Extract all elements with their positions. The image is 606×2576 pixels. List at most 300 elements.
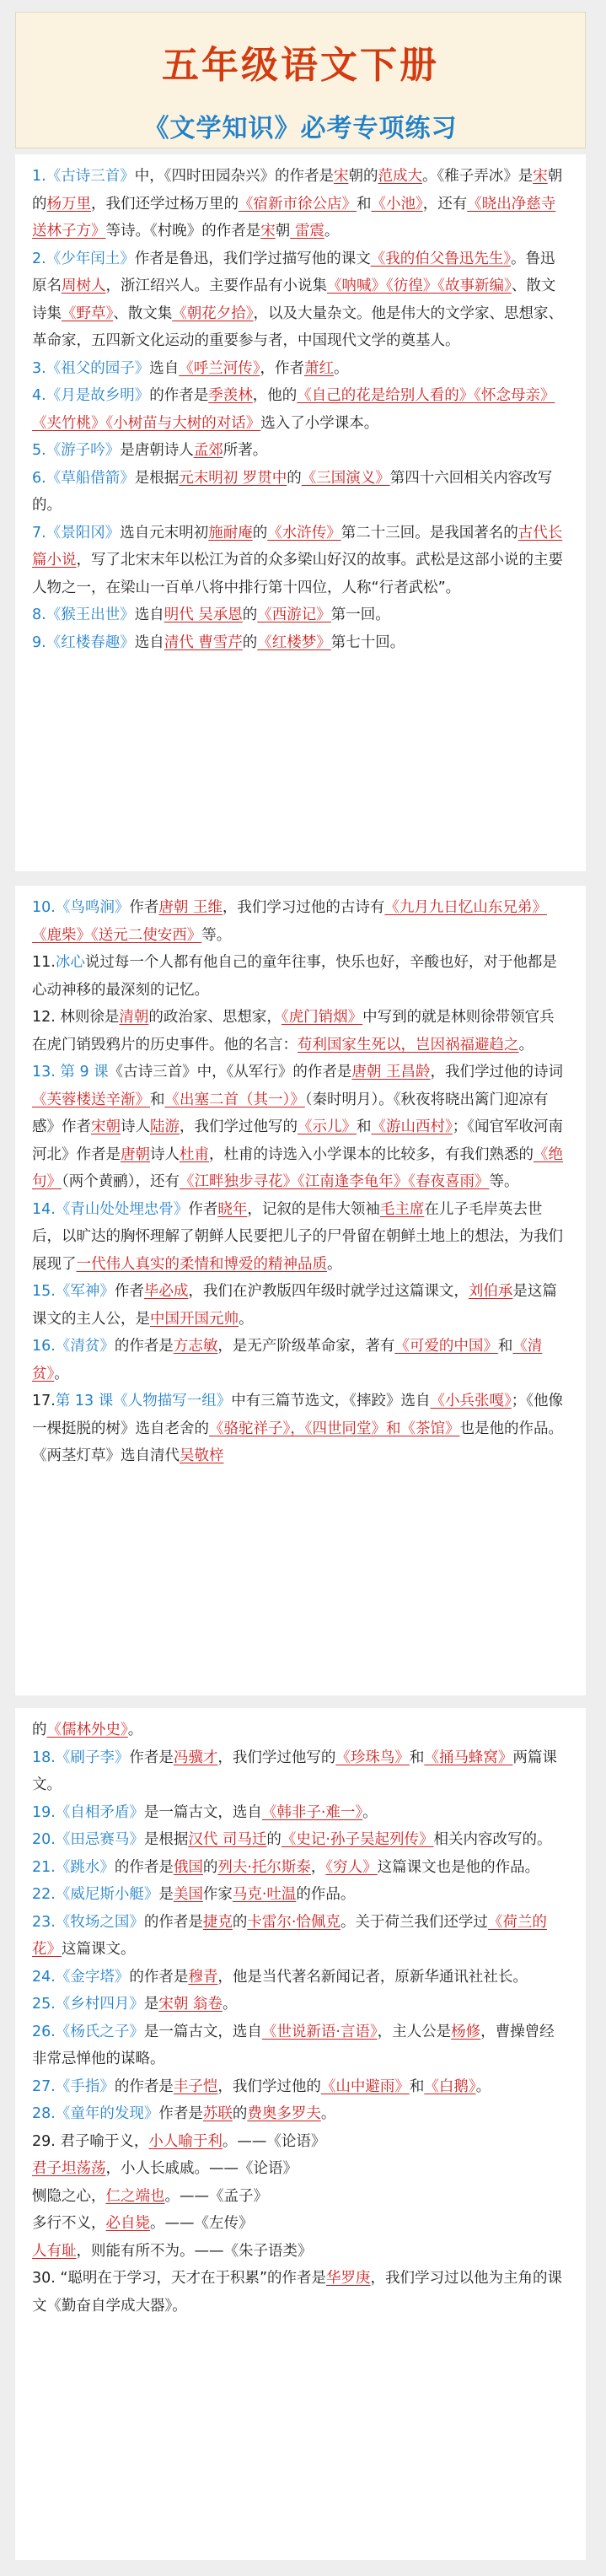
knowledge-item [32, 1881, 569, 1909]
answer-text: 《芙蓉楼送辛渐》 [32, 1091, 150, 1108]
answer-text: 《九月九日忆山东兄弟》 [384, 899, 547, 916]
answer-text: 萧红 [303, 359, 334, 377]
keyword-text: 10. [32, 899, 56, 916]
item-text: 作者 [129, 899, 159, 916]
item-text: ，我们学习过以他为主角的课文《勤奋自学成大器》。 [32, 2270, 563, 2315]
keyword-text: 4. [32, 387, 46, 404]
answer-text: 《朝花夕拾》 [172, 304, 254, 322]
item-text: 的作者是 [114, 1858, 174, 1876]
answer-text: 吴敬梓 [180, 1447, 224, 1464]
item-text: 。鲁迅原名 [32, 250, 555, 294]
item-text: 这篇课文。 [62, 1941, 136, 1958]
answer-text: 马克·吐温 [232, 1886, 297, 1903]
keyword-text: 《跳水》 [55, 1858, 115, 1876]
answer-text: 唐朝 王维 [158, 899, 223, 916]
answer-text: 必自毙 [105, 2215, 150, 2232]
keyword-text: 《童年的发现》 [55, 2105, 159, 2122]
answer-text: 晓年 [217, 1200, 248, 1218]
knowledge-item [32, 2100, 569, 2128]
content-card-1 [15, 154, 586, 871]
item-text: 两篇课文。 [32, 1749, 557, 1793]
item-text: 。 [333, 359, 349, 377]
item-text: 中，《从军行》的作者是 [196, 1064, 352, 1081]
item-text: 。《稚子弄冰》是 [421, 168, 534, 185]
answer-text: 《三国演义》 [301, 469, 390, 487]
item-text: ，我们学过他的 [217, 2078, 321, 2095]
item-text: 是这篇课文的主人公，是 [32, 1283, 557, 1328]
keyword-text: 《红楼春趣》 [46, 633, 135, 651]
knowledge-item [32, 355, 569, 383]
answer-text: 仁之端也 [105, 2187, 165, 2205]
answer-text: 《白鹅》 [424, 2078, 476, 2095]
keyword-text: 《草船借箭》 [46, 469, 135, 487]
answer-text: 《虎门销烟》 [281, 1009, 363, 1026]
keyword-text: 9. [32, 633, 46, 651]
item-text: 的 [242, 606, 258, 623]
item-text: 中写到的就是林则徐带领官兵在虎门销毁鸦片的历史事件。他的名言： [32, 1009, 555, 1054]
answer-text: 《怀念母亲》 [474, 387, 555, 404]
page-subtitle: 《文学知识》必考专项练习 [143, 114, 458, 143]
answer-text: 《呼兰河传》 [179, 359, 260, 377]
knowledge-item [32, 1388, 569, 1470]
answer-text: 陆游 [150, 1118, 180, 1135]
answer-text: 苏联 [202, 2105, 233, 2122]
answer-text: 一代伟人真实的柔情和博爱的精神品质 [76, 1255, 327, 1273]
item-text: ，作者 [260, 359, 304, 377]
keyword-text: 《自相矛盾》 [55, 1803, 144, 1821]
item-text: 的 [266, 1831, 282, 1848]
item-text: ，他的 [252, 387, 298, 404]
answer-text: 古代长篇小说 [32, 524, 563, 569]
answer-text: 唐朝 王昌龄 [351, 1064, 431, 1081]
answer-text: 《山中避雨》 [320, 2078, 410, 2095]
answer-text: 《珍珠鸟》 [335, 1749, 410, 1766]
item-text: ，曹操曾经非常忌惮他的谋略。 [32, 2023, 555, 2067]
answer-text: 《宿新市徐公店》 [239, 195, 357, 213]
knowledge-item [32, 1333, 569, 1388]
answer-text: 宋朝 [91, 1118, 121, 1135]
knowledge-item [32, 437, 569, 465]
item-text: 17. [32, 1393, 56, 1409]
answer-text: 元末明初 罗贯中 [179, 469, 287, 487]
keyword-text: 13. 第 9 课 [32, 1064, 109, 1081]
item-text: ，我们学过他的诗词 [430, 1064, 563, 1081]
item-text: 诗人 [150, 1145, 180, 1163]
answer-text: 《水浒传》 [267, 524, 341, 542]
answer-text: 《我的伯父鲁迅先生》 [370, 250, 511, 267]
answer-text: 俄国 [173, 1858, 203, 1876]
keyword-text: 《猴王出世》 [46, 606, 135, 623]
knowledge-item [32, 629, 569, 657]
item-text: 的作者是 [114, 2078, 174, 2095]
answer-text: 《出塞二首（其一）》 [164, 1091, 305, 1108]
item-text: ，主人公是 [377, 2023, 452, 2040]
item-text: 12. 林则徐是 [32, 1009, 120, 1026]
knowledge-item [32, 2183, 569, 2211]
answer-text: 《江畔独步寻花》 [180, 1173, 298, 1190]
answer-text: 明代 吴承恩 [164, 606, 243, 623]
item-text: ，浙江绍兴人。主要作品有小说集 [105, 278, 327, 294]
item-text: ，我们学过他写的 [217, 1749, 336, 1766]
item-text: 等。 [489, 1173, 519, 1190]
keyword-text: 《人物描写一组》 [113, 1393, 232, 1409]
answer-text: 《夹竹桃》 [32, 414, 106, 432]
item-text: 。 [327, 1255, 342, 1273]
item-text: 第七十回。 [330, 633, 405, 651]
keyword-text: 《乡村四月》 [55, 1996, 144, 2013]
answer-text: 季羡林 [208, 387, 253, 404]
answer-text: 列夫·托尔斯泰 [217, 1858, 311, 1876]
item-text: ，则能有所不为。——《朱子语类》 [76, 2242, 313, 2260]
answer-text: 君子坦荡荡 [32, 2160, 106, 2177]
answer-text: 苟利国家生死以，岂因祸福避趋之 [298, 1036, 519, 1054]
keyword-text: 18. [32, 1749, 56, 1766]
item-text: 朝的 [32, 168, 563, 213]
item-text: ，记叙的是伟大领袖 [247, 1200, 380, 1218]
answer-text: 《小兵张嘎》 [430, 1393, 512, 1409]
answer-text: 《故事新编》 [437, 278, 512, 294]
answer-text: 《晓出净慈寺送林子方》 [32, 195, 556, 240]
item-text: 。 [222, 1996, 238, 2013]
keyword-text: 3. [32, 359, 46, 377]
keyword-text: 《杨氏之子》 [55, 2023, 144, 2040]
answer-text: 《鹿柴》 [32, 926, 91, 944]
item-text: 这篇课文也是他的作品。 [377, 1858, 540, 1876]
item-text: 朝的 [348, 168, 378, 185]
knowledge-item [32, 1744, 569, 1799]
answer-text: 毛主席 [379, 1200, 425, 1218]
keyword-text: 24. [32, 1968, 56, 1986]
answer-text: 宋 [533, 168, 548, 185]
item-text: 恻隐之心， [32, 2187, 106, 2205]
answer-text: 毕必成 [143, 1283, 189, 1300]
answer-text: 《西游记》 [257, 606, 331, 623]
answer-text: 方志敏 [173, 1338, 218, 1355]
content-card-3 [15, 1708, 586, 2560]
keyword-text: 1. [32, 168, 46, 185]
keyword-text: 2. [32, 250, 46, 267]
item-text: （秦时明月）。《秋夜将晓出篱门迎凉有感》作者 [32, 1091, 549, 1135]
answer-text: 华罗庚 [326, 2270, 371, 2287]
answer-text: 《送元二使安西》 [91, 926, 202, 944]
item-text: 选入了小学课本。 [260, 414, 379, 432]
item-text: ，我们还学过杨万里的 [91, 195, 239, 213]
item-text: 的作品。 [296, 1886, 356, 1903]
keyword-text: 《游子吟》 [46, 442, 121, 459]
item-text: 。 [54, 1365, 69, 1382]
answer-text: 《江南逢李龟年》 [298, 1173, 409, 1190]
answer-text: 宋 [333, 168, 349, 185]
item-text: 。——《论语》 [222, 2132, 326, 2150]
item-text: 的 [242, 633, 258, 651]
answer-text: 杜甫 [180, 1145, 209, 1163]
answer-text: 《呐喊》 [327, 278, 386, 294]
item-text: ，我们在沪教版四年级时就学过这篇课文， [188, 1283, 469, 1300]
item-text: 的 [32, 1722, 47, 1738]
item-text: 的 [232, 1913, 248, 1931]
answer-text: 唐朝 [121, 1145, 150, 1163]
keyword-text: 14. [32, 1200, 56, 1218]
item-text: 的作者是 [114, 1338, 174, 1355]
item-text: 第二十三回。是我国著名的 [341, 524, 518, 542]
item-text: ，小人长戚戚。——《论语》 [105, 2160, 298, 2177]
answer-text: 施耐庵 [208, 524, 253, 542]
answer-text: 《自己的花是给别人看的》 [297, 387, 475, 404]
item-text: 《古诗三首》 [108, 1064, 197, 1081]
keyword-text: 《军神》 [55, 1283, 115, 1300]
item-text: ，我们学习过他的古诗有 [222, 899, 385, 916]
item-text: 作者是 [129, 1749, 174, 1766]
answer-text: 《游山西村》 [371, 1118, 453, 1135]
item-text: ，写了北宋末年以松江为首的众多梁山好汉的故事。武松是这部小说的主要人物之一，在梁山一百单八将中排行第十四位，人称“行者武松”。 [32, 552, 563, 596]
knowledge-item [32, 1196, 569, 1279]
item-text: 和 [150, 1091, 165, 1108]
item-text: ， [310, 1858, 326, 1876]
item-text: 和 [357, 195, 372, 213]
title-banner [15, 12, 586, 148]
keyword-text: 23. [32, 1913, 56, 1931]
answer-text: 丰子恺 [173, 2078, 218, 2095]
keyword-text: 15. [32, 1283, 56, 1300]
item-text: 是 [143, 1996, 159, 2013]
answer-text: 杨万里 [46, 195, 91, 213]
answer-text: 宋朝 翁卷 [158, 1996, 223, 2013]
item-text: 第四十六回相关内容改写的。 [32, 469, 553, 514]
knowledge-item [32, 1964, 569, 1991]
knowledge-item [32, 2018, 569, 2073]
item-text: 是一篇古文，选自 [143, 1803, 262, 1821]
answer-text: 清代 曹雪芹 [164, 633, 243, 651]
item-text: 是根据 [134, 469, 180, 487]
item-text: ；《他像一棵挺脱的树》选自老舍的 [32, 1393, 563, 1437]
answer-text: 杨修 [451, 2023, 481, 2040]
answer-text: 《清贫》 [32, 1338, 543, 1382]
answer-text: 《可爱的中国》 [394, 1338, 498, 1355]
item-text: 等。 [201, 926, 232, 944]
answer-text: 《韩非子·难一》 [261, 1803, 363, 1821]
answer-text: 《史记·孙子吴起列传》 [281, 1831, 434, 1848]
item-text: 。 [518, 1036, 534, 1054]
item-text: 和 [497, 1338, 513, 1355]
item-text: 。关于荷兰我们还学过 [340, 1913, 488, 1931]
answer-text: 《捅马蜂窝》 [424, 1749, 513, 1766]
keyword-text: 16. [32, 1338, 56, 1355]
item-text: ，还有 [422, 195, 468, 213]
item-text: ，我们学过他写的 [180, 1118, 298, 1135]
item-text: 的 [252, 524, 268, 542]
item-text: 是唐朝诗人 [120, 442, 194, 459]
item-text: 等诗。《村晚》的作者是 [105, 223, 261, 240]
answer-text: 人有耻 [32, 2242, 77, 2260]
item-text: 选自 [134, 606, 164, 623]
keyword-text: 6. [32, 469, 46, 487]
keyword-text: 《古诗三首》 [46, 168, 135, 185]
keyword-text: 21. [32, 1858, 56, 1876]
item-text: 的政治家、思想家， [148, 1009, 282, 1026]
keyword-text: 第 13 课 [55, 1393, 114, 1409]
keyword-text: 《月是故乡明》 [46, 387, 150, 404]
item-text: ，以及大量杂文。他是伟大的文学家、思想家、革命家，五四新文化运动的重要参与者，中国现代文学的奠基人。 [32, 304, 563, 349]
answer-text: 小人喻于利 [148, 2132, 223, 2150]
keyword-text: 7. [32, 524, 46, 542]
item-text: 。 [320, 2105, 336, 2122]
item-text: ，是无产阶级革命家，著有 [217, 1338, 395, 1355]
answer-text: 捷克 [202, 1913, 233, 1931]
answer-text: 汉代 司马迁 [188, 1831, 267, 1848]
keyword-text: 《牧场之国》 [55, 1913, 144, 1931]
item-text: 29. 君子喻于义， [32, 2132, 149, 2150]
knowledge-item [32, 1909, 569, 1964]
answer-text: 清朝 [119, 1009, 149, 1026]
item-text: 朝 [275, 223, 291, 240]
item-text: 是根据 [143, 1831, 189, 1848]
knowledge-item [32, 2238, 569, 2266]
knowledge-item [32, 520, 569, 602]
answer-text: 《世说新语·言语》 [261, 2023, 378, 2040]
knowledge-item [32, 1004, 569, 1059]
answer-text: 雷震 [290, 223, 324, 240]
item-text: 30. “聪明在于学习，天才在于积累”的作者是 [32, 2270, 327, 2287]
knowledge-item [32, 382, 569, 437]
item-text: 作者是 [158, 2105, 203, 2122]
knowledge-item [32, 163, 569, 245]
item-text: 。 [362, 1803, 378, 1821]
answer-text: 《小池》 [371, 195, 423, 213]
item-text: 所著。 [223, 442, 268, 459]
knowledge-item [32, 1854, 569, 1882]
item-text: 中有三篇节选文，《摔跤》选自 [231, 1393, 431, 1409]
keyword-text: 26. [32, 2023, 56, 2040]
item-text: 第一回。 [330, 606, 390, 623]
answer-text: 范成大 [378, 168, 422, 185]
item-text: 。 [239, 1310, 254, 1328]
answer-text: 卡雷尔·恰佩克 [247, 1913, 341, 1931]
answer-text: 《示儿》 [298, 1118, 357, 1135]
keyword-text: 《手指》 [55, 2078, 115, 2095]
keyword-text: 冰心 [55, 954, 85, 971]
answer-text: 《骆驼祥子》，《四世同堂》和《茶馆》 [209, 1420, 460, 1437]
item-text: 。——《左传》 [150, 2215, 254, 2232]
item-text: 选自 [149, 359, 180, 377]
item-text: 的 [232, 2105, 248, 2122]
knowledge-item [32, 1278, 569, 1333]
answer-text: 刘伯承 [468, 1283, 513, 1300]
answer-text: 《荷兰的花》 [32, 1913, 547, 1958]
knowledge-item [32, 2073, 569, 2101]
item-text: 和 [409, 2078, 425, 2095]
item-text: （两个黄鹂），还有 [62, 1173, 180, 1190]
keyword-text: 25. [32, 1996, 56, 2013]
item-text: 和 [357, 1118, 372, 1135]
keyword-text: 《金字塔》 [55, 1968, 130, 1986]
page-title: 五年级语文下册 [162, 44, 439, 87]
item-text: 的 [202, 1858, 218, 1876]
item-text: 的作者是 [143, 1913, 203, 1931]
keyword-text: 5. [32, 442, 46, 459]
item-text: 也是他的作品。《两茎灯草》选自清代 [32, 1420, 563, 1464]
keyword-text: 19. [32, 1803, 56, 1821]
item-text: 。 [475, 2078, 491, 2095]
item-text: 多行不义， [32, 2215, 106, 2232]
answer-text: 穆青 [188, 1968, 218, 1986]
item-text: 作者是鲁迅，我们学过描写他的课文 [134, 250, 371, 267]
knowledge-item [32, 465, 569, 520]
item-text: 11. [32, 954, 56, 971]
item-text: 相关内容改写的。 [433, 1831, 552, 1848]
keyword-text: 《少年闰土》 [46, 250, 135, 267]
knowledge-item [32, 1716, 569, 1744]
keyword-text: 20. [32, 1831, 56, 1848]
content-card-2 [15, 886, 586, 1695]
keyword-text: 《祖父的园子》 [46, 359, 150, 377]
item-text: ，他是当代著名新闻记者，原新华通讯社社长。 [217, 1968, 528, 1986]
knowledge-item [32, 2210, 569, 2238]
item-text: 。 [127, 1722, 143, 1738]
keyword-text: 《青山处处埋忠骨》 [55, 1200, 189, 1218]
item-text: 和 [409, 1749, 425, 1766]
answer-text: 孟郊 [193, 442, 223, 459]
knowledge-item [32, 2265, 569, 2320]
answer-text: 周树人 [62, 278, 106, 294]
answer-text: 宋 [260, 223, 276, 240]
item-text: 选自元末明初 [120, 524, 209, 542]
item-text: ，杜甫的诗选入小学课本的比较多，有我们熟悉的 [209, 1145, 534, 1163]
keyword-text: 22. [32, 1886, 56, 1903]
answer-text: 《儒林外史》 [46, 1722, 128, 1738]
knowledge-item [32, 949, 569, 1004]
item-text: 。——《孟子》 [164, 2187, 268, 2205]
item-text: 说过每一个人都有他自己的童年往事，快乐也好，辛酸也好，对于他都是心动神移的最深刻的记忆。 [32, 954, 557, 999]
item-text: 的作者是 [149, 387, 209, 404]
item-text: 、散文集 [113, 304, 173, 322]
knowledge-item [32, 1826, 569, 1854]
keyword-text: 8. [32, 606, 46, 623]
keyword-text: 《景阳冈》 [46, 524, 121, 542]
knowledge-item [32, 1991, 569, 2018]
keyword-text: 28. [32, 2105, 56, 2122]
knowledge-item [32, 1059, 569, 1196]
item-text: 的 [287, 469, 302, 487]
item-text: 诗人 [121, 1118, 150, 1135]
answer-text: 冯骥才 [173, 1749, 218, 1766]
item-text: 是 [158, 1886, 174, 1903]
item-text: 中，《四时田园杂兴》的作者是 [134, 168, 334, 185]
keyword-text: 《威尼斯小艇》 [55, 1886, 159, 1903]
item-text: 选自 [134, 633, 164, 651]
answer-text: 《穷人》 [325, 1858, 378, 1876]
answer-text: 美国 [173, 1886, 203, 1903]
keyword-text: 《刷子李》 [55, 1749, 130, 1766]
item-text: 。 [324, 223, 340, 240]
knowledge-item [32, 245, 569, 355]
item-text: 作家 [202, 1886, 233, 1903]
item-text: ；《闻官军收河南河北》作者是 [32, 1118, 563, 1163]
knowledge-item [32, 2128, 569, 2156]
item-text: 的作者是 [129, 1968, 189, 1986]
knowledge-item [32, 601, 569, 629]
item-text: 作者 [114, 1283, 144, 1300]
answer-text: 《红楼梦》 [257, 633, 331, 651]
answer-text: 《彷徨》 [386, 278, 438, 294]
item-text: 、散文诗集 [32, 278, 556, 322]
keyword-text: 《鸟鸣涧》 [55, 899, 130, 916]
answer-text: 《野草》 [62, 304, 114, 322]
item-text: 在儿子毛岸英去世后，以旷达的胸怀理解了朝鲜人民要把儿子的尸骨留在朝鲜土地上的想法，为我们展现了 [32, 1200, 563, 1273]
item-text: 是一篇古文，选自 [143, 2023, 262, 2040]
knowledge-item [32, 2155, 569, 2183]
answer-text: 《绝句》 [32, 1145, 563, 1190]
item-text: 作者 [188, 1200, 218, 1218]
